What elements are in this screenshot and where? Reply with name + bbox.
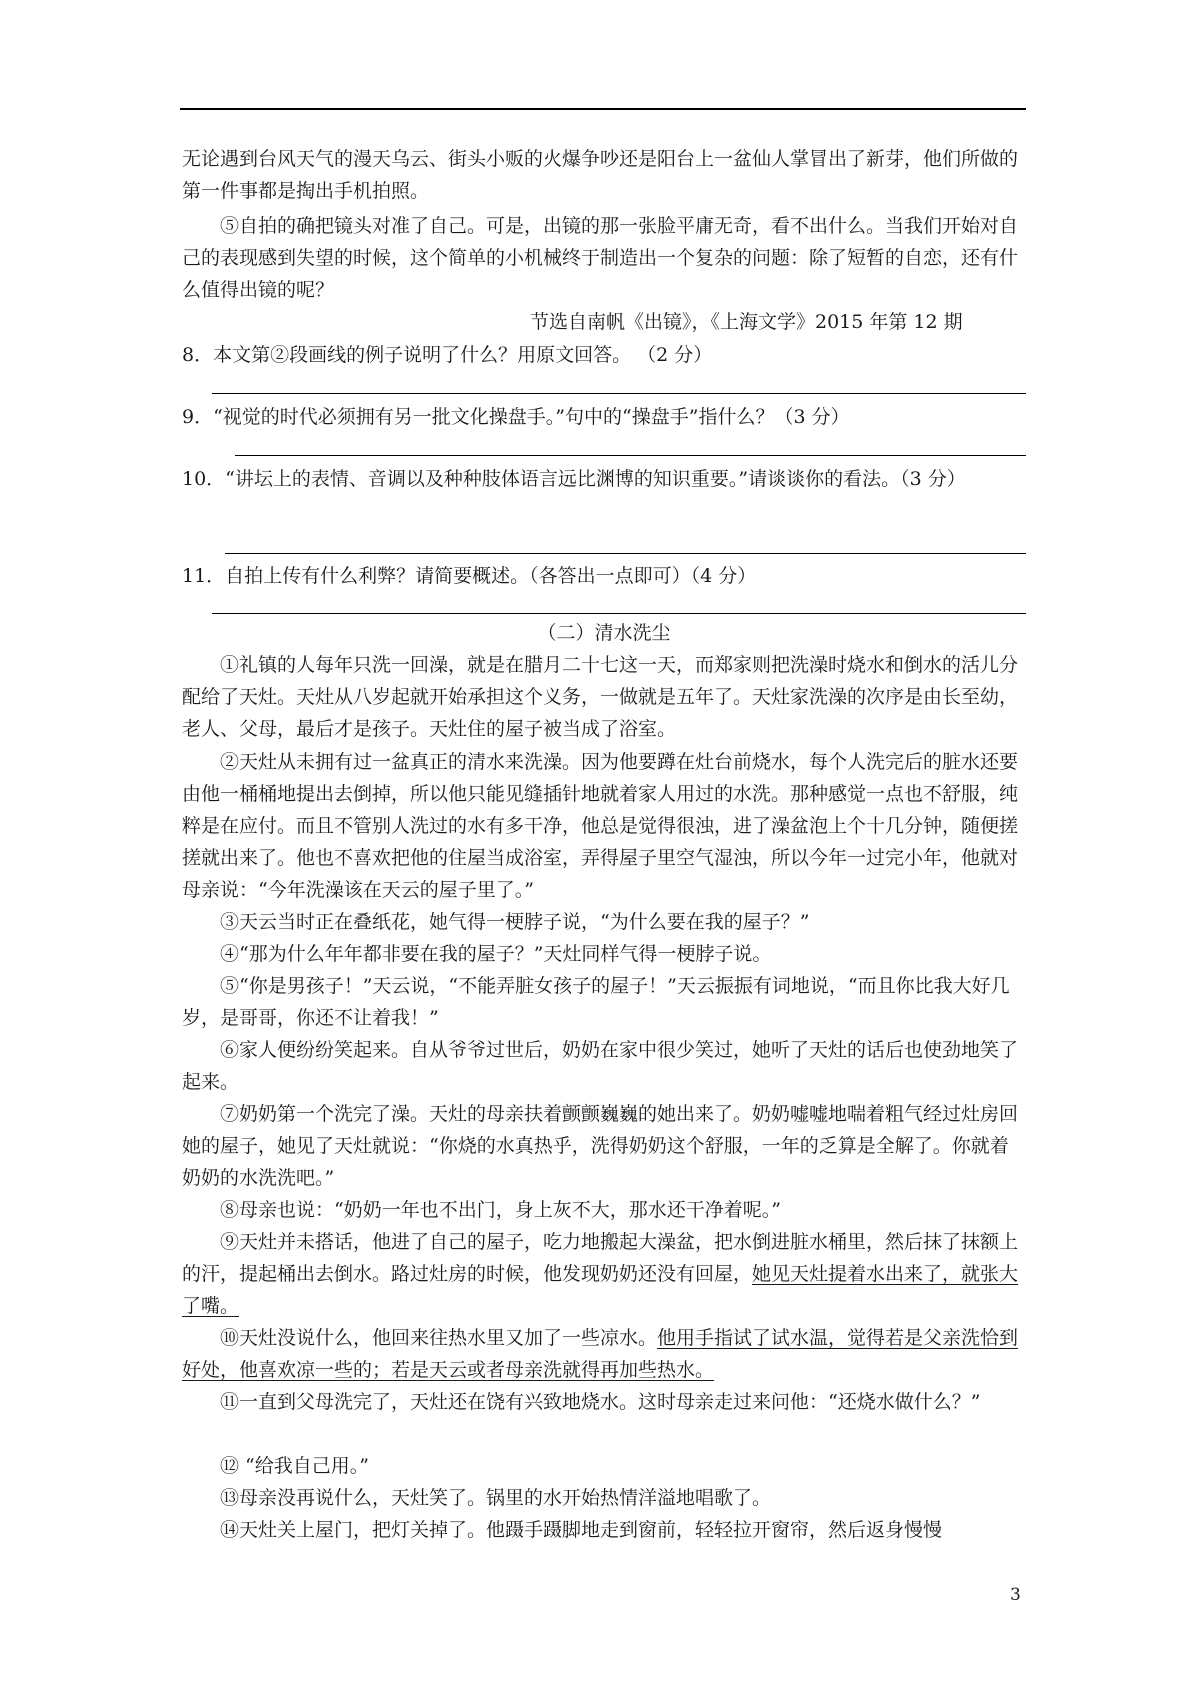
answer-line-10[interactable]	[225, 553, 1026, 554]
question-9: 9．“视觉的时代必须拥有另一批文化操盘手。”句中的“操盘手”指什么？（3 分）	[182, 406, 850, 428]
question-10: 10．“讲坛上的表情、音调以及种种肢体语言远比渊博的知识重要。”请谈谈你的看法。（3 分）	[182, 468, 966, 490]
passage2-paragraph-12: ⑫ “给我自己用。”	[220, 1455, 369, 1477]
answer-line-11[interactable]	[212, 613, 1026, 614]
underlined-sentence-10: 他用手指试了试水温，觉得若是父亲洗恰到好处，他喜欢凉一些的；若是天云或者母亲洗就得再加些热水。	[182, 1327, 1019, 1381]
passage2-paragraph-9	[182, 1226, 1026, 1322]
passage1-continuation: 无论遇到台风天气的漫天乌云、街头小贩的火爆争吵还是阳台上一盆仙人掌冒出了新芽，他们所做的第一件事都是掏出手机拍照。	[182, 148, 1019, 202]
question-11: 11．自拍上传有什么利弊？请简要概述。（各答出一点即可）（4 分）	[182, 565, 757, 587]
page-number: 3	[1010, 1585, 1021, 1605]
passage2-paragraph-10	[182, 1322, 1026, 1386]
passage2-paragraph-6: ⑥家人便纷纷笑起来。自从爷爷过世后，奶奶在家中很少笑过，她听了天灶的话后也使劲地笑了起来。	[182, 1039, 1019, 1093]
passage2-paragraph-5: ⑤“你是男孩子！”天云说，“不能弄脏女孩子的屋子！”天云振振有词地说，“而且你比我大好几岁，是哥哥，你还不让着我！”	[182, 975, 1010, 1029]
passage2-paragraph-8: ⑧母亲也说：“奶奶一年也不出门，身上灰不大，那水还干净着呢。”	[220, 1199, 781, 1221]
section-title: （二）清水洗尘	[537, 622, 671, 644]
passage2-paragraph-7: ⑦奶奶第一个洗完了澡。天灶的母亲扶着颤颤巍巍的她出来了。奶奶嘘嘘地喘着粗气经过灶房回她的屋子，她见了天灶就说：“你烧的水真热乎，洗得奶奶这个舒服，一年的乏算是全解了。你就着奶奶的水洗洗吧。”	[182, 1103, 1019, 1189]
passage2-paragraph-11: ⑪一直到父母洗完了，天灶还在饶有兴致地烧水。这时母亲走过来问他：“还烧水做什么？”	[220, 1391, 981, 1413]
passage2-paragraph-2: ②天灶从未拥有过一盆真正的清水来洗澡。因为他要蹲在灶台前烧水，每个人洗完后的脏水还要由他一桶桶地提出去倒掉，所以他只能见缝插针地就着家人用过的水洗。那种感觉一点也不舒服，纯粹是在应付。而且不管别人洗过的水有多干净，他总是觉得很浊，进了澡盆泡上个十几分钟，随便搓搓就出来了。他也不喜欢把他的住屋当成浴室，弄得屋子里空气湿浊，所以今年一过完小年，他就对母亲说：“今年洗澡该在天云的屋子里了。”	[182, 751, 1019, 901]
passage1-paragraph-5: ⑤自拍的确把镜头对准了自己。可是，出镜的那一张脸平庸无奇，看不出什么。当我们开始对自己的表现感到失望的时候，这个简单的小机械终于制造出一个复杂的问题：除了短暂的自恋，还有什么值得出镜的呢？	[182, 215, 1019, 301]
answer-line-9[interactable]	[235, 455, 1026, 456]
paragraph-9-text: ⑨天灶并未搭话，他进了自己的屋子，吃力地搬起大澡盆，把水倒进脏水桶里，然后抹了抹额上的汗，提起桶出去倒水。路过灶房的时候，他发现奶奶还没有回屋，	[182, 1231, 1019, 1285]
question-8: 8．本文第②段画线的例子说明了什么？用原文回答。 （2 分）	[182, 344, 713, 366]
passage2-paragraph-1: ①礼镇的人每年只洗一回澡，就是在腊月二十七这一天，而郑家则把洗澡时烧水和倒水的活儿分配给了天灶。天灶从八岁起就开始承担这个义务，一做就是五年了。天灶家洗澡的次序是由长至幼，老人、父母，最后才是孩子。天灶住的屋子被当成了浴室。	[182, 654, 1019, 740]
paragraph-10-text: ⑩天灶没说什么，他回来往热水里又加了一些凉水。	[220, 1327, 658, 1349]
passage2-paragraph-3: ③天云当时正在叠纸花，她气得一梗脖子说，“为什么要在我的屋子？”	[220, 911, 810, 933]
passage2-paragraph-14: ⑭天灶关上屋门，把灯关掉了。他蹑手蹑脚地走到窗前，轻轻拉开窗帘，然后返身慢慢	[220, 1519, 943, 1541]
passage2-paragraph-13: ⑬母亲没再说什么，天灶笑了。锅里的水开始热情洋溢地唱歌了。	[220, 1487, 772, 1509]
source-citation: 节选自南帆《出镜》，《上海文学》2015 年第 12 期	[530, 311, 963, 333]
header-rule	[180, 108, 1026, 110]
passage2-paragraph-4: ④“那为什么年年都非要在我的屋子？”天灶同样气得一梗脖子说。	[220, 943, 772, 965]
answer-line-8[interactable]	[212, 393, 1026, 394]
underlined-sentence-9: 她见天灶提着水出来了，就张大了嘴。	[182, 1263, 1019, 1317]
